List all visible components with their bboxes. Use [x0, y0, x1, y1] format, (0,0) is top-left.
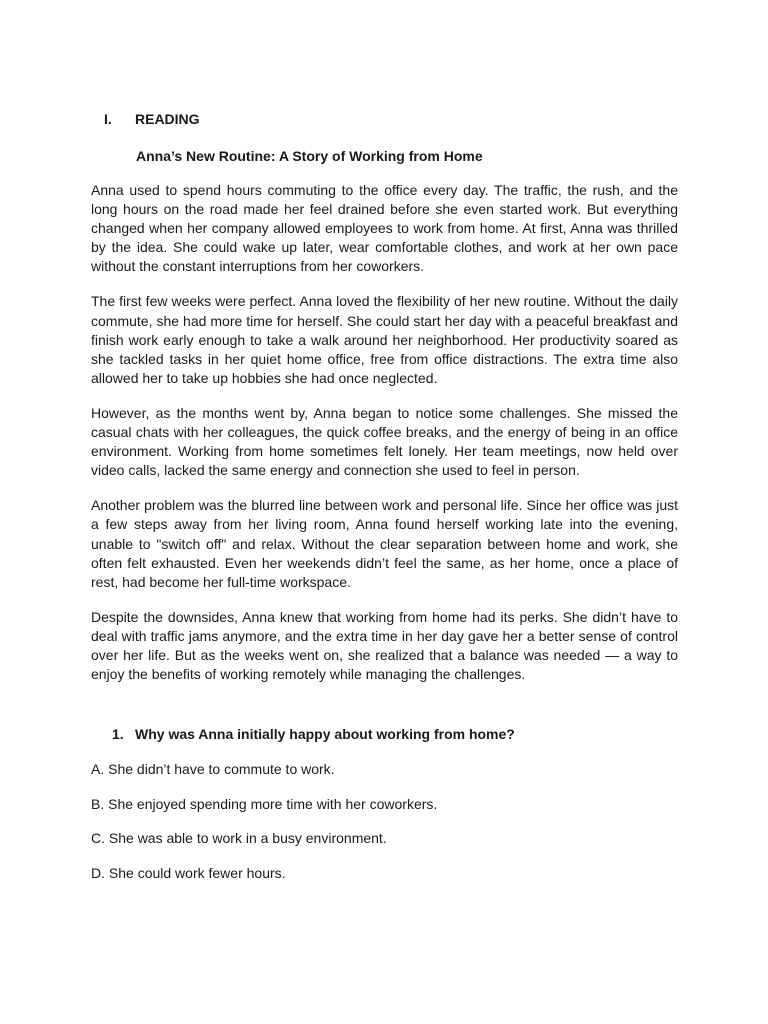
answer-option-b: B. She enjoyed spending more time with her coworkers. [91, 795, 438, 812]
story-paragraph: Another problem was the blurred line between work and personal life. Since her office was just a few steps away from her living room, Anna found herself working late into the evening, unable to "switch off" and relax. Without the clear separation between home and work, she often felt exhausted. Even her weekends didn’t feel the same, as her home, once a place of rest, had become her full-time workspace. [91, 497, 678, 590]
section-title: READING [135, 111, 200, 127]
question-heading [112, 726, 515, 743]
story-paragraph: Anna used to spend hours commuting to the office every day. The traffic, the rush, and the long hours on the road made her feel drained before she even started work. But everything changed when her company allowed employees to work from home. At first, Anna was thrilled by the idea. She could wake up later, wear comfortable clothes, and work at her own pace without the constant interruptions from her coworkers. [91, 182, 678, 275]
answer-option-c: C. She was able to work in a busy environment. [91, 830, 387, 846]
story-body [91, 181, 678, 700]
story-title: Anna’s New Routine: A Story of Working from Home [136, 148, 483, 164]
story-paragraph: However, as the months went by, Anna began to notice some challenges. She missed the casual chats with her colleagues, the quick coffee breaks, and the energy of being in an office environment. Working from home sometimes felt lonely. Her team meetings, now held over video calls, lacked the same energy and connection she used to feel in person. [91, 404, 678, 479]
section-heading [104, 111, 200, 128]
question-number: 1. [112, 726, 124, 742]
section-number: I. [104, 111, 112, 127]
story-paragraph: Despite the downsides, Anna knew that working from home had its perks. She didn’t have to deal with traffic jams anymore, and the extra time in her day gave her a better sense of control over her life. But as the weeks went on, she realized that a balance was needed — a way to enjoy the benefits of working remotely while managing the challenges. [91, 608, 678, 683]
story-paragraph: The first few weeks were perfect. Anna loved the flexibility of her new routine. Without the daily commute, she had more time for herself. She could start her day with a peaceful breakfast and finish work early enough to take a walk around her neighborhood. Her productivity soared as she tackled tasks in her quiet home office, free from office distractions. The extra time also allowed her to take up hobbies she had once neglected. [91, 293, 678, 386]
answer-option-d: D. She could work fewer hours. [91, 864, 286, 881]
answer-option-a: A. She didn’t have to commute to work. [91, 761, 335, 777]
question-text: Why was Anna initially happy about working from home? [135, 726, 515, 742]
answer-options [91, 761, 678, 899]
